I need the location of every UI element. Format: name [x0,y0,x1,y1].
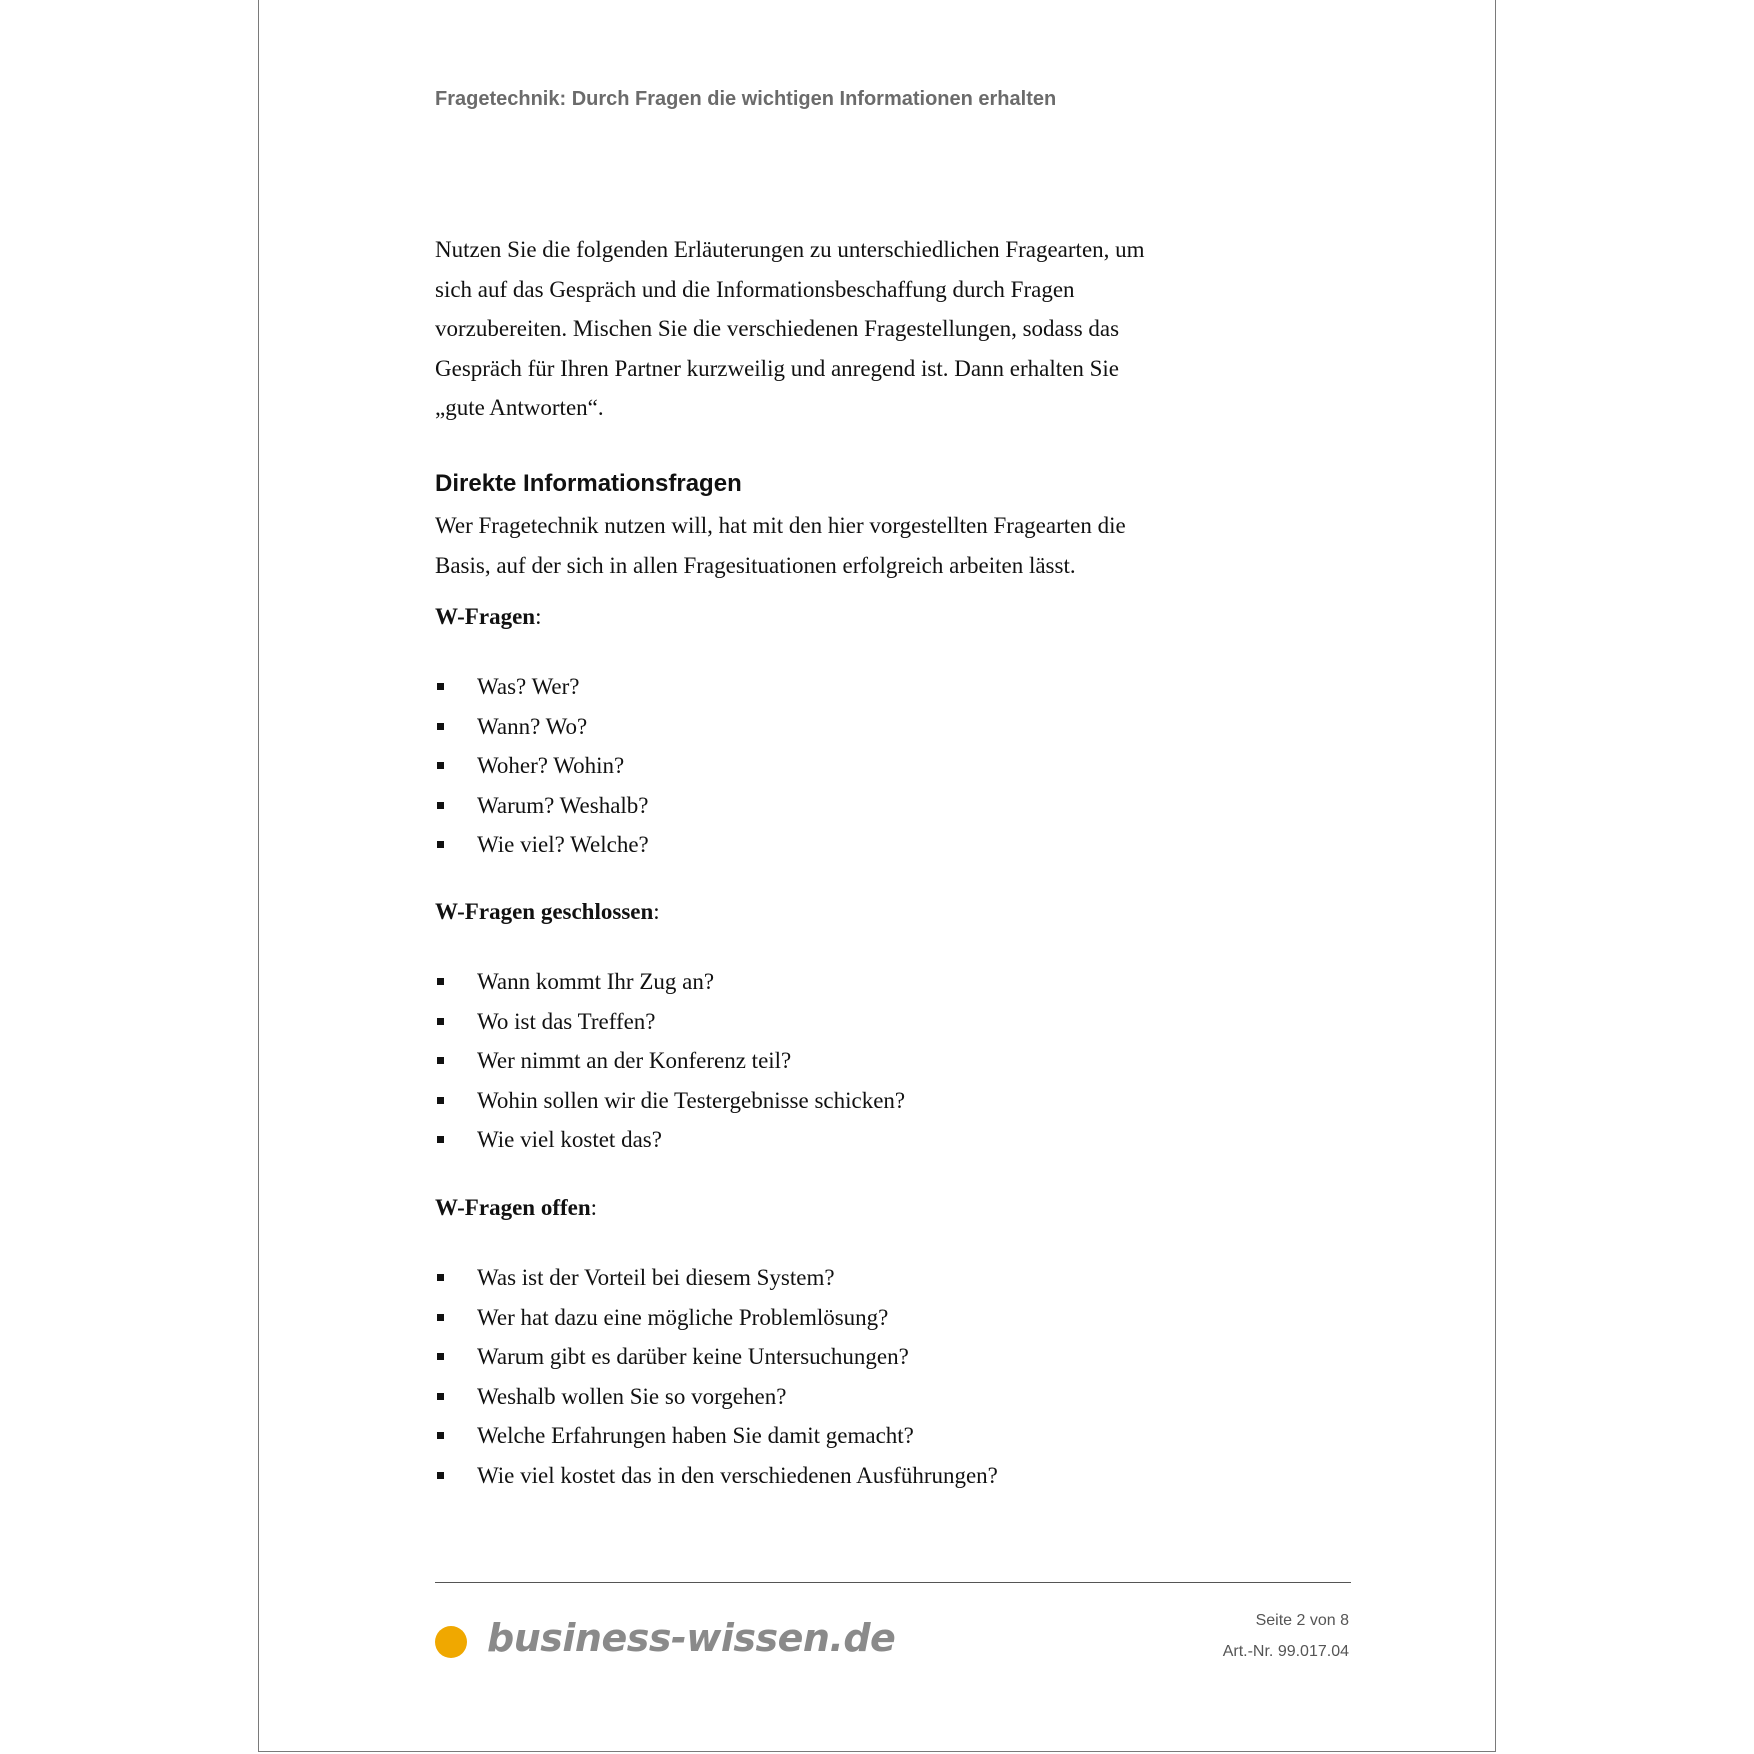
group-suffix: : [653,899,660,924]
bullet-icon [437,1393,444,1400]
page-number: Seite 2 von 8 [1255,1612,1349,1629]
list-item-text: Wer hat dazu eine mögliche Problemlösung? [477,1304,889,1330]
running-header: Fragetechnik: Durch Fragen die wichtigen Informationen erhalten [435,88,1057,110]
list-item-text: Wie viel kostet das? [477,1127,662,1152]
group-title: W-Fragen offen [435,1195,591,1220]
logo-dot-icon [435,1626,467,1658]
bullet-icon [437,1472,444,1479]
bullet-icon [437,1314,444,1321]
list-item-text: Wer nimmt an der Konferenz teil? [477,1048,792,1073]
bullet-icon [437,841,444,848]
list-item-text: Warum gibt es darüber keine Untersuchungen? [477,1344,909,1369]
group-heading-w-fragen [435,604,541,630]
group-title: W-Fragen [435,604,536,629]
list-item-text: Warum? Weshalb? [477,792,649,818]
group-title: W-Fragen geschlossen [435,899,654,924]
bullet-list-w-fragen-geschlossen [435,962,905,1160]
bullet-icon [437,1018,444,1025]
bullet-icon [437,1353,444,1360]
article-number: Art.-Nr. 99.017.04 [1222,1643,1349,1660]
list-item [435,707,649,747]
list-item-text: Wie viel? Welche? [477,832,649,857]
list-item [435,1081,905,1121]
list-item-text: Wann kommt Ihr Zug an? [477,969,715,994]
bullet-list-w-fragen-offen [435,1258,998,1495]
group-heading-w-fragen-offen [435,1195,597,1221]
list-item [435,1298,998,1338]
list-item-text: Was ist der Vorteil bei diesem System? [477,1265,835,1290]
bullet-list-w-fragen [435,667,649,865]
list-item-text: Welche Erfahrungen haben Sie damit gemacht? [477,1423,914,1448]
list-item [435,825,649,865]
list-item [435,962,905,1002]
bullet-icon [437,1274,444,1281]
bullet-icon [437,1432,444,1439]
list-item [435,1456,998,1496]
list-item [435,746,649,786]
list-item [435,1120,905,1160]
document-page [258,0,1496,1752]
bullet-icon [437,1136,444,1143]
list-item [435,1258,998,1298]
list-item-text: Woher? Wohin? [477,753,625,778]
footer-divider [435,1582,1351,1583]
bullet-icon [437,762,444,769]
list-item [435,1002,905,1042]
list-item-text: Weshalb wollen Sie so vorgehen? [477,1383,787,1409]
section-paragraph: Wer Fragetechnik nutzen will, hat mit den hier vorgestellten Fragearten die Basis, auf der sich in allen Fragesituationen erfolgreich arbeiten lässt. [435,513,1126,578]
bullet-icon [437,1097,444,1104]
footer-info [1223,1605,1349,1667]
list-item-text: Was? Wer? [477,674,580,699]
group-suffix: : [590,1195,598,1220]
list-item-text: Wohin sollen wir die Testergebnisse schicken? [477,1087,906,1113]
section-heading: Direkte Informationsfragen [435,470,742,497]
list-item-text: Wo ist das Treffen? [477,1008,656,1034]
list-item [435,667,649,707]
list-item [435,786,649,826]
group-suffix: : [535,604,542,629]
bullet-icon [437,978,444,985]
bullet-icon [437,802,444,809]
list-item [435,1377,998,1417]
list-item [435,1041,905,1081]
bullet-icon [437,1057,444,1064]
list-item [435,1416,998,1456]
bullet-icon [437,683,444,690]
group-heading-w-fragen-geschlossen [435,899,660,925]
list-item [435,1337,998,1377]
bullet-icon [437,723,444,730]
list-item-text: Wie viel kostet das in den verschiedenen Ausführungen? [477,1462,998,1488]
intro-paragraph: Nutzen Sie die folgenden Erläuterungen zu unterschiedlichen Fragearten, um sich auf das Gespräch und die Informationsbeschaffung durch Fragen vorzubereiten. Mischen Sie die verschiedenen Fragestellungen, sodass das Gespräch für Ihren Partner kurzweilig und anregend ist. Dann erhalten Sie „gute Antworten“. [435,237,1145,420]
list-item-text: Wann? Wo? [477,713,588,739]
logo-text: business-wissen.de [487,1616,896,1660]
